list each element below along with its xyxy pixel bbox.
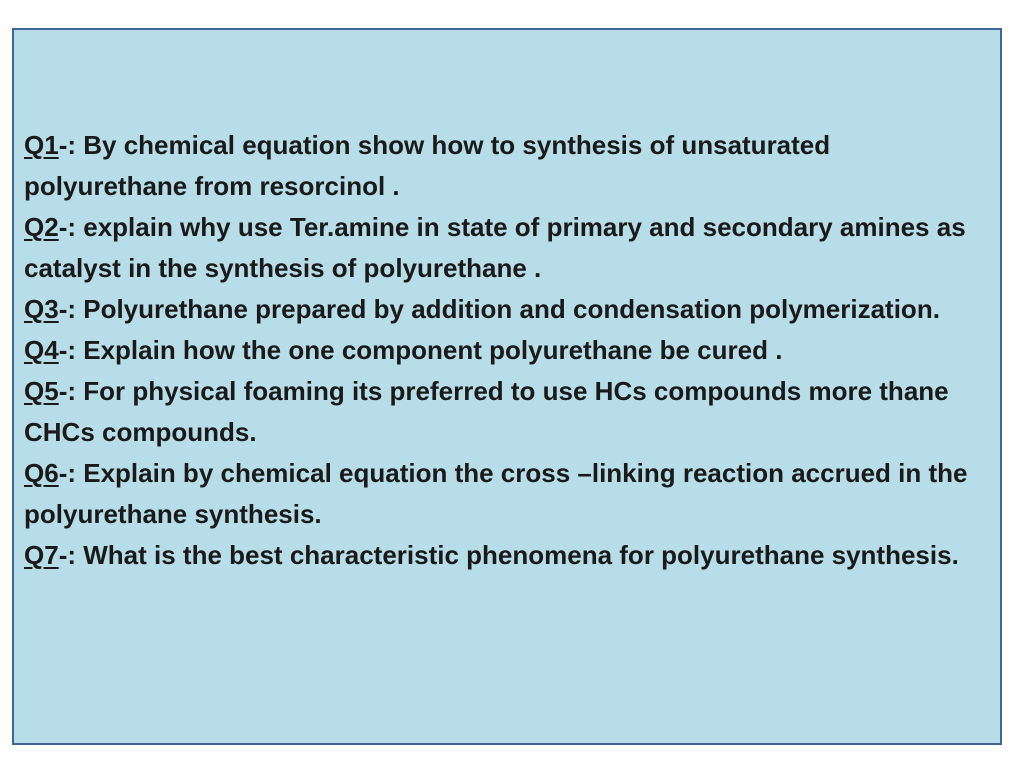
question-separator: -: bbox=[58, 458, 77, 488]
question-label: Q3 bbox=[24, 294, 59, 324]
question-item bbox=[24, 125, 989, 207]
question-text: By chemical equation show how to synthesis of unsaturated polyurethane from resorcinol . bbox=[24, 130, 831, 201]
question-separator: -: bbox=[58, 212, 77, 242]
question-item bbox=[24, 289, 989, 330]
question-item bbox=[24, 207, 989, 289]
question-text: explain why use Ter.amine in state of primary and secondary amines as catalyst in the synthesis of polyurethane . bbox=[24, 212, 966, 283]
question-item bbox=[24, 535, 989, 576]
question-label: Q4 bbox=[24, 335, 59, 365]
question-separator: -: bbox=[58, 335, 77, 365]
question-label: Q1 bbox=[24, 130, 59, 160]
question-label: Q5 bbox=[24, 376, 59, 406]
question-item bbox=[24, 330, 989, 371]
question-text: Explain by chemical equation the cross –linking reaction accrued in the polyurethane synthesis. bbox=[24, 458, 968, 529]
question-text: What is the best characteristic phenomena for polyurethane synthesis. bbox=[76, 540, 959, 570]
question-list bbox=[24, 125, 989, 576]
question-separator: -: bbox=[58, 540, 77, 570]
question-item bbox=[24, 371, 989, 453]
question-separator: -: bbox=[58, 294, 77, 324]
question-separator: -: bbox=[58, 130, 77, 160]
question-label: Q7 bbox=[24, 540, 59, 570]
question-text: Explain how the one component polyurethane be cured . bbox=[76, 335, 783, 365]
question-label: Q6 bbox=[24, 458, 59, 488]
slide-panel bbox=[12, 28, 1002, 745]
question-separator: -: bbox=[58, 376, 77, 406]
question-item bbox=[24, 453, 989, 535]
question-text: Polyurethane prepared by addition and condensation polymerization. bbox=[76, 294, 940, 324]
question-text: For physical foaming its preferred to use HCs compounds more thane CHCs compounds. bbox=[24, 376, 949, 447]
question-label: Q2 bbox=[24, 212, 59, 242]
